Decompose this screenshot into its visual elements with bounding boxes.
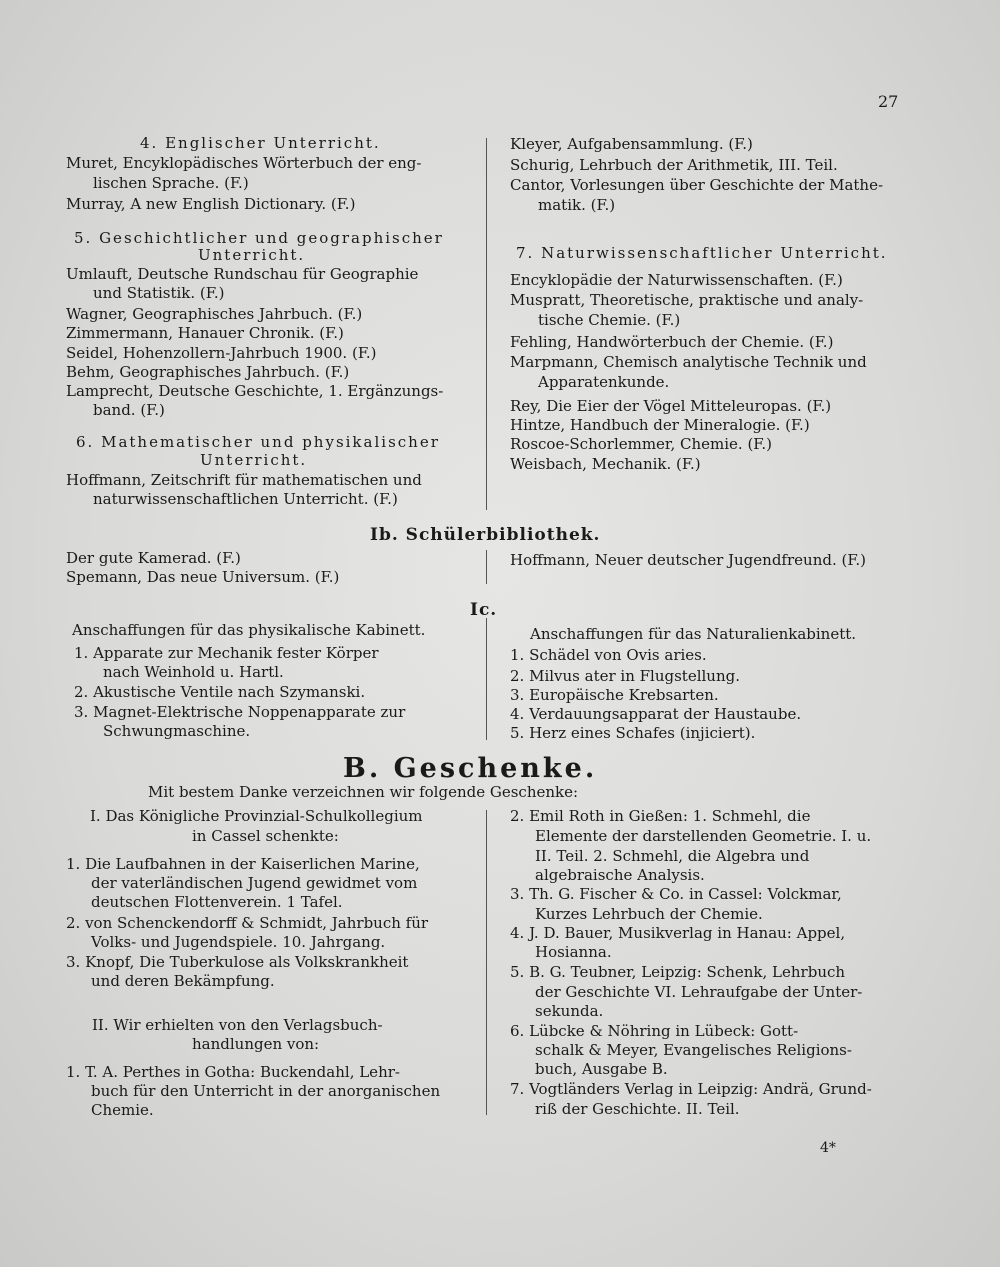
list-item: schalk & Meyer, Evangelisches Religions- xyxy=(535,1041,852,1059)
list-item: der vaterländischen Jugend gewidmet vom xyxy=(91,874,418,892)
list-item: 1. Schädel von Ovis aries. xyxy=(510,646,707,664)
list-item: Muret, Encyklopädisches Wörterbuch der eng- xyxy=(66,154,422,172)
list-item: Cantor, Vorlesungen über Geschichte der Mathe- xyxy=(510,176,884,194)
list-item: Spemann, Das neue Universum. (F.) xyxy=(66,568,340,586)
list-item: Hoffmann, Zeitschrift für mathematischen und xyxy=(66,471,422,489)
list-item: Fehling, Handwörterbuch der Chemie. (F.) xyxy=(510,333,834,351)
list-item: Zimmermann, Hanauer Chronik. (F.) xyxy=(66,324,344,342)
list-item: 2. Akustische Ventile nach Szymanski. xyxy=(74,683,366,701)
list-item: Marpmann, Chemisch analytische Technik und xyxy=(510,353,867,371)
column-divider-ic xyxy=(486,618,487,740)
list-item: 1. Die Laufbahnen in der Kaiserlichen Marine, xyxy=(66,855,420,873)
list-item: Schwungmaschine. xyxy=(103,722,251,740)
list-item: 1. Apparate zur Mechanik fester Körper xyxy=(74,644,379,662)
list-item: Schurig, Lehrbuch der Arithmetik, III. Teil. xyxy=(510,156,838,174)
list-item: der Geschichte VI. Lehraufgabe der Unter- xyxy=(535,983,863,1001)
list-item: Rey, Die Eier der Vögel Mitteleuropas. (F.) xyxy=(510,397,832,415)
list-item: Murray, A new English Dictionary. (F.) xyxy=(66,195,356,213)
list-item: Apparatenkunde. xyxy=(538,373,670,391)
list-item: 2. von Schenckendorff & Schmidt, Jahrbuch für xyxy=(66,914,429,932)
list-item: Umlauft, Deutsche Rundschau für Geographie xyxy=(66,265,419,283)
list-item: Encyklopädie der Naturwissenschaften. (F.) xyxy=(510,271,843,289)
list-item: Muspratt, Theoretische, praktische und analy- xyxy=(510,291,864,309)
list-item: 4. Verdauungsapparat der Haustaube. xyxy=(510,705,802,723)
list-item: Behm, Geographisches Jahrbuch. (F.) xyxy=(66,363,350,381)
b-part-2-title: II. Wir erhielten von den Verlagsbuch- xyxy=(92,1016,383,1034)
list-item: Lamprecht, Deutsche Geschichte, 1. Ergänzungs- xyxy=(66,382,444,400)
b-part-1-title-2: in Cassel schenkte: xyxy=(192,827,339,845)
list-item: matik. (F.) xyxy=(538,196,616,214)
list-item: 5. Herz eines Schafes (injiciert). xyxy=(510,724,756,742)
list-item: sekunda. xyxy=(535,1002,604,1020)
column-divider-ib xyxy=(486,550,487,584)
ib-heading: Ib. Schülerbibliothek. xyxy=(370,525,601,545)
list-item: 7. Vogtländers Verlag in Leipzig: Andrä, Grund- xyxy=(510,1080,872,1098)
section-4-heading: 4. Englischer Unterricht. xyxy=(140,134,381,152)
list-item: lischen Sprache. (F.) xyxy=(93,174,249,192)
list-item: Seidel, Hohenzollern-Jahrbuch 1900. (F.) xyxy=(66,344,377,362)
list-item: band. (F.) xyxy=(93,401,165,419)
section-7-heading: 7. Naturwissenschaftlicher Unterricht. xyxy=(516,244,888,262)
list-item: nach Weinhold u. Hartl. xyxy=(103,663,284,681)
list-item: Chemie. xyxy=(91,1101,154,1119)
list-item: tische Chemie. (F.) xyxy=(538,311,681,329)
list-item: Roscoe-Schorlemmer, Chemie. (F.) xyxy=(510,435,772,453)
list-item: Kurzes Lehrbuch der Chemie. xyxy=(535,905,763,923)
section-5-heading-2: Unterricht. xyxy=(198,246,306,264)
signature-mark: 4* xyxy=(820,1140,836,1156)
list-item: und deren Bekämpfung. xyxy=(91,972,275,990)
list-item: Hintze, Handbuch der Mineralogie. (F.) xyxy=(510,416,810,434)
list-item: riß der Geschichte. II. Teil. xyxy=(535,1100,740,1118)
list-item: und Statistik. (F.) xyxy=(93,284,225,302)
page-number: 27 xyxy=(878,92,899,111)
list-item: deutschen Flottenverein. 1 Tafel. xyxy=(91,893,343,911)
list-item: II. Teil. 2. Schmehl, die Algebra und xyxy=(535,847,810,865)
list-item: Wagner, Geographisches Jahrbuch. (F.) xyxy=(66,305,363,323)
section-5-heading: 5. Geschichtlicher und geographischer xyxy=(74,229,444,247)
list-item: 2. Milvus ater in Flugstellung. xyxy=(510,667,741,685)
ic-heading: Ic. xyxy=(470,600,498,620)
list-item: 3. Knopf, Die Tuberkulose als Volkskrankheit xyxy=(66,953,409,971)
list-item: 3. Magnet-Elektrische Noppenapparate zur xyxy=(74,703,406,721)
list-item: naturwissenschaftlichen Unterricht. (F.) xyxy=(93,490,398,508)
section-b-heading: B. Geschenke. xyxy=(343,753,598,784)
ic-right-title: Anschaffungen für das Naturalienkabinett. xyxy=(530,625,857,643)
list-item: Elemente der darstellenden Geometrie. I. u. xyxy=(535,827,872,845)
list-item: Volks- und Jugendspiele. 10. Jahrgang. xyxy=(91,933,386,951)
section-6-heading: 6. Mathematischer und physikalischer xyxy=(76,433,440,451)
column-divider-b xyxy=(486,810,487,1115)
list-item: 3. Th. G. Fischer & Co. in Cassel: Volckmar, xyxy=(510,885,842,903)
list-item: 2. Emil Roth in Gießen: 1. Schmehl, die xyxy=(510,807,811,825)
column-divider-top xyxy=(486,138,487,510)
list-item: 3. Europäische Krebsarten. xyxy=(510,686,719,704)
list-item: 5. B. G. Teubner, Leipzig: Schenk, Lehrbuch xyxy=(510,963,846,981)
list-item: buch, Ausgabe B. xyxy=(535,1060,668,1078)
list-item: buch für den Unterricht in der anorganischen xyxy=(91,1082,441,1100)
list-item: Kleyer, Aufgabensammlung. (F.) xyxy=(510,135,753,153)
list-item: Hoffmann, Neuer deutscher Jugendfreund. (F.) xyxy=(510,551,867,569)
list-item: 6. Lübcke & Nöhring in Lübeck: Gott- xyxy=(510,1022,799,1040)
b-part-1-title: I. Das Königliche Provinzial-Schulkollegium xyxy=(90,807,423,825)
section-b-intro: Mit bestem Danke verzeichnen wir folgende Geschenke: xyxy=(148,783,579,801)
list-item: 4. J. D. Bauer, Musikverlag in Hanau: Appel, xyxy=(510,924,846,942)
section-6-heading-2: Unterricht. xyxy=(200,451,308,469)
list-item: algebraische Analysis. xyxy=(535,866,705,884)
list-item: Hosianna. xyxy=(535,943,612,961)
list-item: 1. T. A. Perthes in Gotha: Buckendahl, Lehr- xyxy=(66,1063,400,1081)
ic-left-title: Anschaffungen für das physikalische Kabinett. xyxy=(72,621,426,639)
list-item: Weisbach, Mechanik. (F.) xyxy=(510,455,701,473)
b-part-2-title-2: handlungen von: xyxy=(192,1035,320,1053)
list-item: Der gute Kamerad. (F.) xyxy=(66,549,241,567)
